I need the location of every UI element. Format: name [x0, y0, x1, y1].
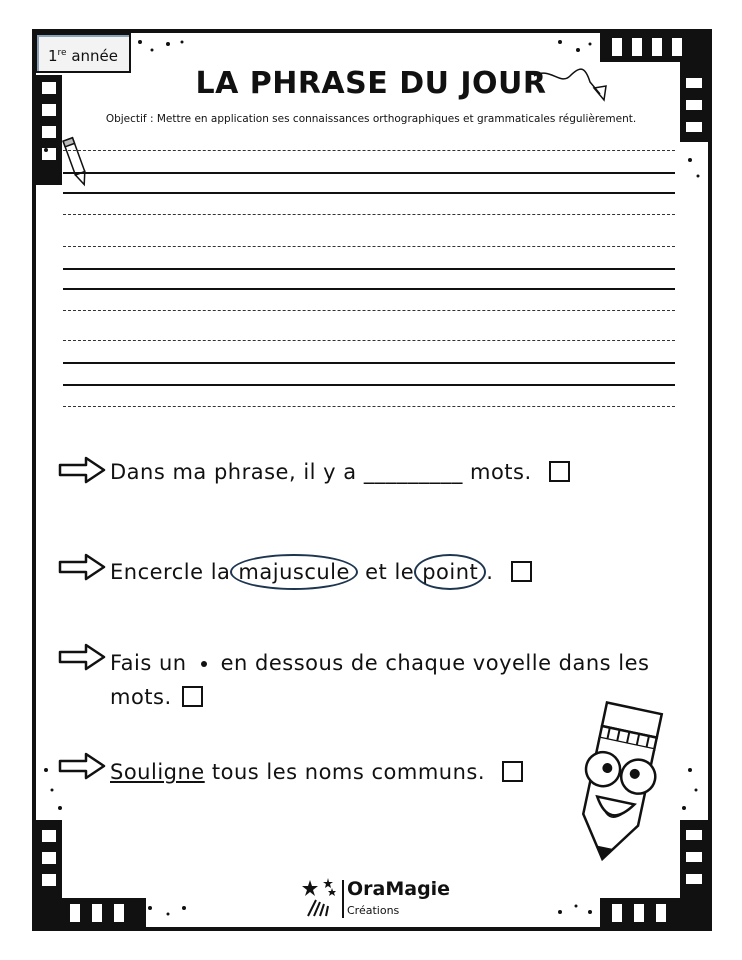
arrow-icon [58, 643, 106, 671]
task-circle: Encercle la majuscule et le point . [110, 554, 532, 590]
task-4-checkbox[interactable] [502, 761, 523, 782]
arrow-icon [58, 752, 106, 780]
task-dots: Fais un en dessous de chaque voyelle dans les mots. [110, 651, 650, 709]
stars-logo-icon [302, 878, 340, 918]
logo-divider [342, 880, 344, 918]
grade-label: 1re année [35, 33, 131, 73]
swirl-arrow-icon [530, 66, 610, 106]
task-underline: Souligne tous les noms communs. [110, 760, 523, 784]
page-title: LA PHRASE DU JOUR [195, 66, 547, 101]
arrow-icon [58, 456, 106, 484]
task-count-words: Dans ma phrase, il y a _________ mots. [110, 460, 570, 484]
arrow-icon [58, 553, 106, 581]
logo-name: OraMagie [347, 878, 451, 900]
dot-icon [201, 661, 207, 667]
task-2-checkbox[interactable] [511, 561, 532, 582]
pencil-mascot-icon [560, 700, 670, 870]
circled-point: point [414, 554, 486, 590]
task-1-checkbox[interactable] [549, 461, 570, 482]
circled-majuscule: majuscule [230, 554, 358, 590]
logo-subtitle: Créations [347, 904, 400, 917]
objective-text: Objectif : Mettre en application ses connaissances orthographiques et grammaticales régulièrement. [105, 113, 637, 125]
task-3-checkbox[interactable] [182, 686, 203, 707]
writing-lines[interactable] [63, 140, 675, 420]
